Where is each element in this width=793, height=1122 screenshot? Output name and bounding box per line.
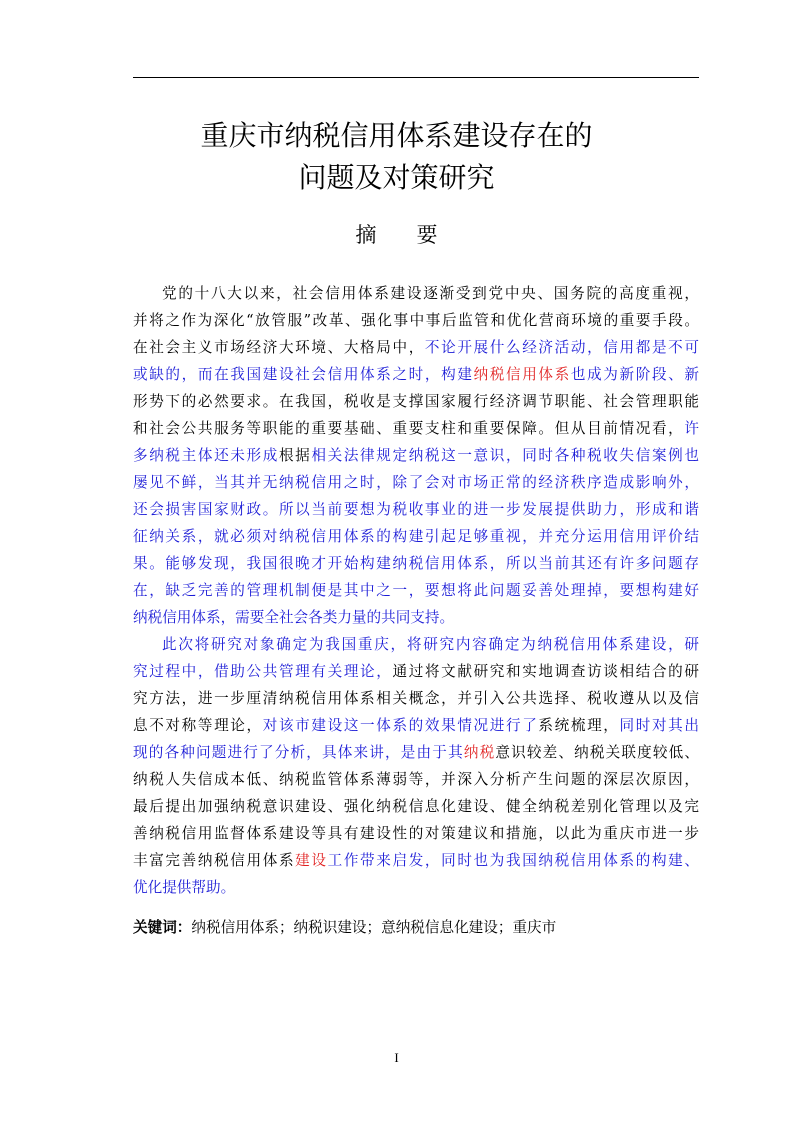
text-line (133, 334, 699, 361)
text-line (133, 415, 699, 442)
text-run: 屡见不鲜，当其并无纳税信用之时，除了会对市场正常的经济秩序造成影响外， (133, 474, 699, 491)
text-line (133, 712, 699, 739)
text-line (133, 847, 699, 874)
text-line (133, 766, 699, 793)
text-run: 意识较差、纳税关联度较低、 (495, 744, 699, 761)
text-line (133, 550, 699, 577)
text-run: 对该市建设这一体系的效果情况进行了 (262, 717, 539, 734)
text-run: 究过程中，借助公共管理有关理论， (133, 663, 393, 680)
abstract-body (133, 280, 699, 901)
text-line (133, 739, 699, 766)
text-run: 究方法，进一步厘清纳税信用体系相关概念，并引入公共选择、税收遵从以及信 (133, 690, 699, 707)
text-line (133, 820, 699, 847)
text-run: 纳税人失信成本低、纳税监管体系薄弱等，并深入分析产生问题的深层次原因， (133, 771, 699, 788)
text-run: 系统梳理， (538, 717, 620, 734)
text-run: 不论开展什么经济活动，信用都是不可 (424, 339, 699, 356)
text-run: 工作带来启发，同时也为我国纳税信用体系的构建、 (327, 852, 699, 869)
text-run: 在，缺乏完善的管理机制便是其中之一，要想将此问题妥善处理掉，要想构建好 (133, 582, 699, 599)
text-run: 优化提供帮助。 (133, 879, 236, 896)
text-line (133, 658, 699, 685)
text-run: 形势下的必然要求。在我国，税收是支撑国家履行经济调节职能、社会管理职能 (133, 393, 699, 410)
text-run: 并将之作为深化“放管服”改革、强化事中事后监管和优化营商环境的重要手段。 (133, 312, 699, 329)
text-line (133, 496, 699, 523)
text-run: 根据 (278, 447, 312, 464)
text-run: 此次将研究对象确定为我国重庆，将研究内容确定为纳税信用体系建设，研 (162, 636, 699, 653)
text-line (133, 604, 699, 631)
text-run: 最后提出加强纳税意识建设、强化纳税信息化建设、健全纳税差别化管理以及完 (133, 798, 699, 815)
abstract-paragraph-1 (133, 280, 699, 631)
text-run: 或缺的，而在我国建设社会信用体系之时，构建 (133, 366, 474, 383)
text-line (133, 469, 699, 496)
text-line (133, 388, 699, 415)
text-line (133, 631, 699, 658)
text-line (133, 685, 699, 712)
text-line (133, 874, 699, 901)
text-run: 征纳关系，就必须对纳税信用体系的构建引起足够重视，并充分运用信用评价结 (133, 528, 699, 545)
text-run: 息不对称等理论， (133, 717, 263, 734)
text-run: 在社会主义市场经济大环境、大格局中， (133, 339, 425, 356)
title-line-1: 重庆市纳税信用体系建设存在的 (200, 119, 593, 152)
page-number: I (394, 1050, 399, 1065)
abstract-heading: 摘要 (355, 223, 478, 247)
text-run: 通过将文献研究和实地调查访谈相结合的研 (392, 663, 699, 680)
text-run: 纳税 (463, 744, 496, 761)
text-run: 党的十八大以来，社会信用体系建设逐渐受到党中央、国务院的高度重视， (162, 285, 699, 302)
title-line-2: 问题及对策研究 (298, 161, 495, 194)
text-line (133, 442, 699, 469)
text-line (133, 577, 699, 604)
text-run: 善纳税信用监督体系建设等具有建设性的对策建议和措施，以此为重庆市进一步 (133, 825, 699, 842)
abstract-paragraph-2 (133, 631, 699, 901)
keywords-label: 关键词： (133, 919, 192, 936)
text-run: 现的各种问题进行了分析，具体来讲，是由于其 (133, 744, 464, 761)
header-rule (133, 77, 699, 78)
text-run: 丰富完善纳税信用体系 (133, 852, 296, 869)
keywords-text: 纳税信用体系；纳税识建设；意纳税信息化建设；重庆市 (191, 919, 557, 936)
text-run: 多纳税主体还未形成 (133, 447, 279, 464)
text-line (133, 280, 699, 307)
text-run: 建设 (295, 852, 328, 869)
keywords (133, 916, 556, 937)
text-run: 和社会公共服务等职能的重要基础、重要支柱和重要保障。但从目前情况看， (133, 420, 685, 437)
text-line (133, 361, 699, 388)
text-line (133, 793, 699, 820)
text-run: 同时对其出 (619, 717, 699, 734)
text-line (133, 523, 699, 550)
text-run: 也成为新阶段、新 (570, 366, 699, 383)
text-run: 相关法律规定纳税这一意识，同时各种税收失信案例也 (311, 447, 699, 464)
text-run: 还会损害国家财政。所以当前要想为税收事业的进一步发展提供助力，形成和谐 (133, 501, 699, 518)
text-line (133, 307, 699, 334)
text-run: 纳税信用体系 (473, 366, 571, 383)
text-run: 果。能够发现，我国很晚才开始构建纳税信用体系，所以当前其还有许多问题存 (133, 555, 699, 572)
text-run: 许 (684, 420, 699, 437)
text-run: 纳税信用体系，需要全社会各类力量的共同支持。 (133, 609, 455, 626)
